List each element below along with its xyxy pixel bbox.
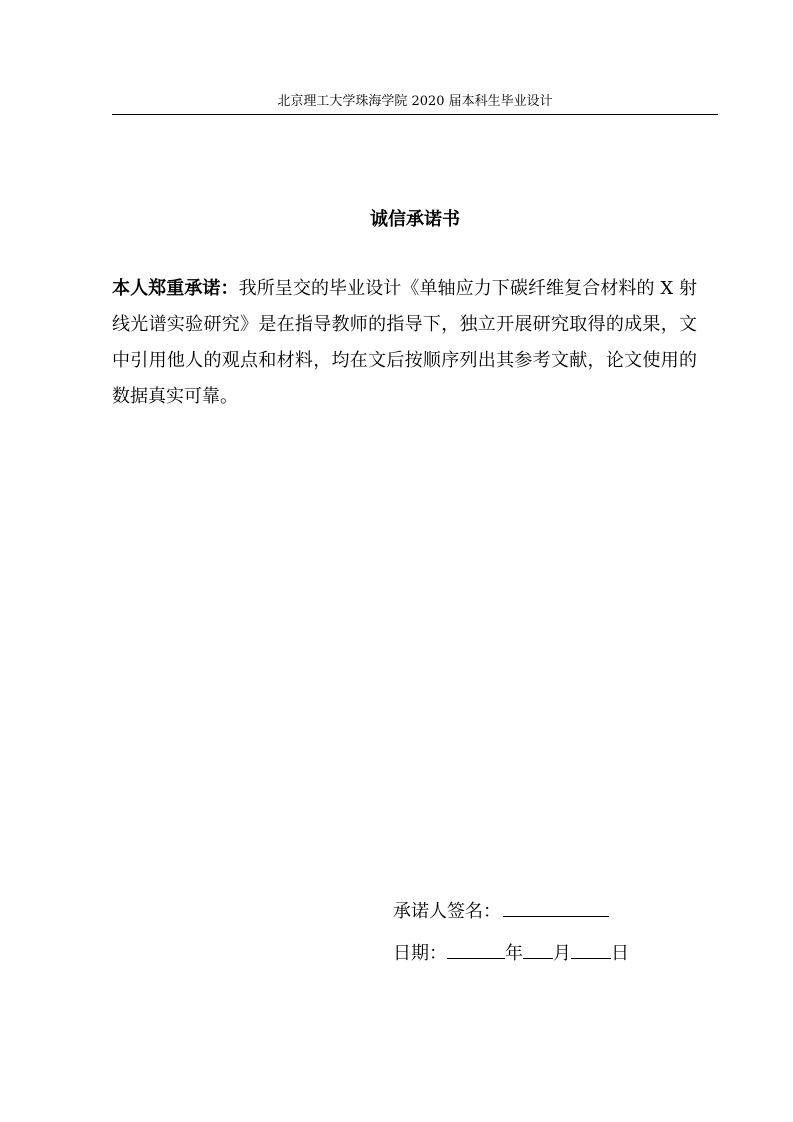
header-rule [112,114,718,115]
pledge-lead: 本人郑重承诺： [112,278,239,299]
date-line [393,938,629,968]
signature-label: 承诺人签名： [393,901,501,922]
day-blank [571,938,611,959]
signature-line [393,896,609,926]
year-blank [447,938,505,959]
document-title: 诚信承诺书 [370,209,460,230]
page-header: 北京理工大学珠海学院 2020 届本科生毕业设计 [277,94,553,109]
date-label: 日期： [393,943,447,964]
month-label: 月 [553,943,571,964]
pledge-paragraph [112,271,697,415]
month-blank [523,938,553,959]
year-label: 年 [505,943,523,964]
day-label: 日 [611,943,629,964]
signature-blank [503,896,609,917]
pledge-text: 我所呈交的毕业设计《单轴应力下碳纤维复合材料的 X 射线光谱实验研究》是在指导教师的指导下，独立开展研究取得的成果，文中引用他人的观点和材料，均在文后按顺序列出其参考文献，论文使用的数据真实可靠。 [112,278,698,407]
